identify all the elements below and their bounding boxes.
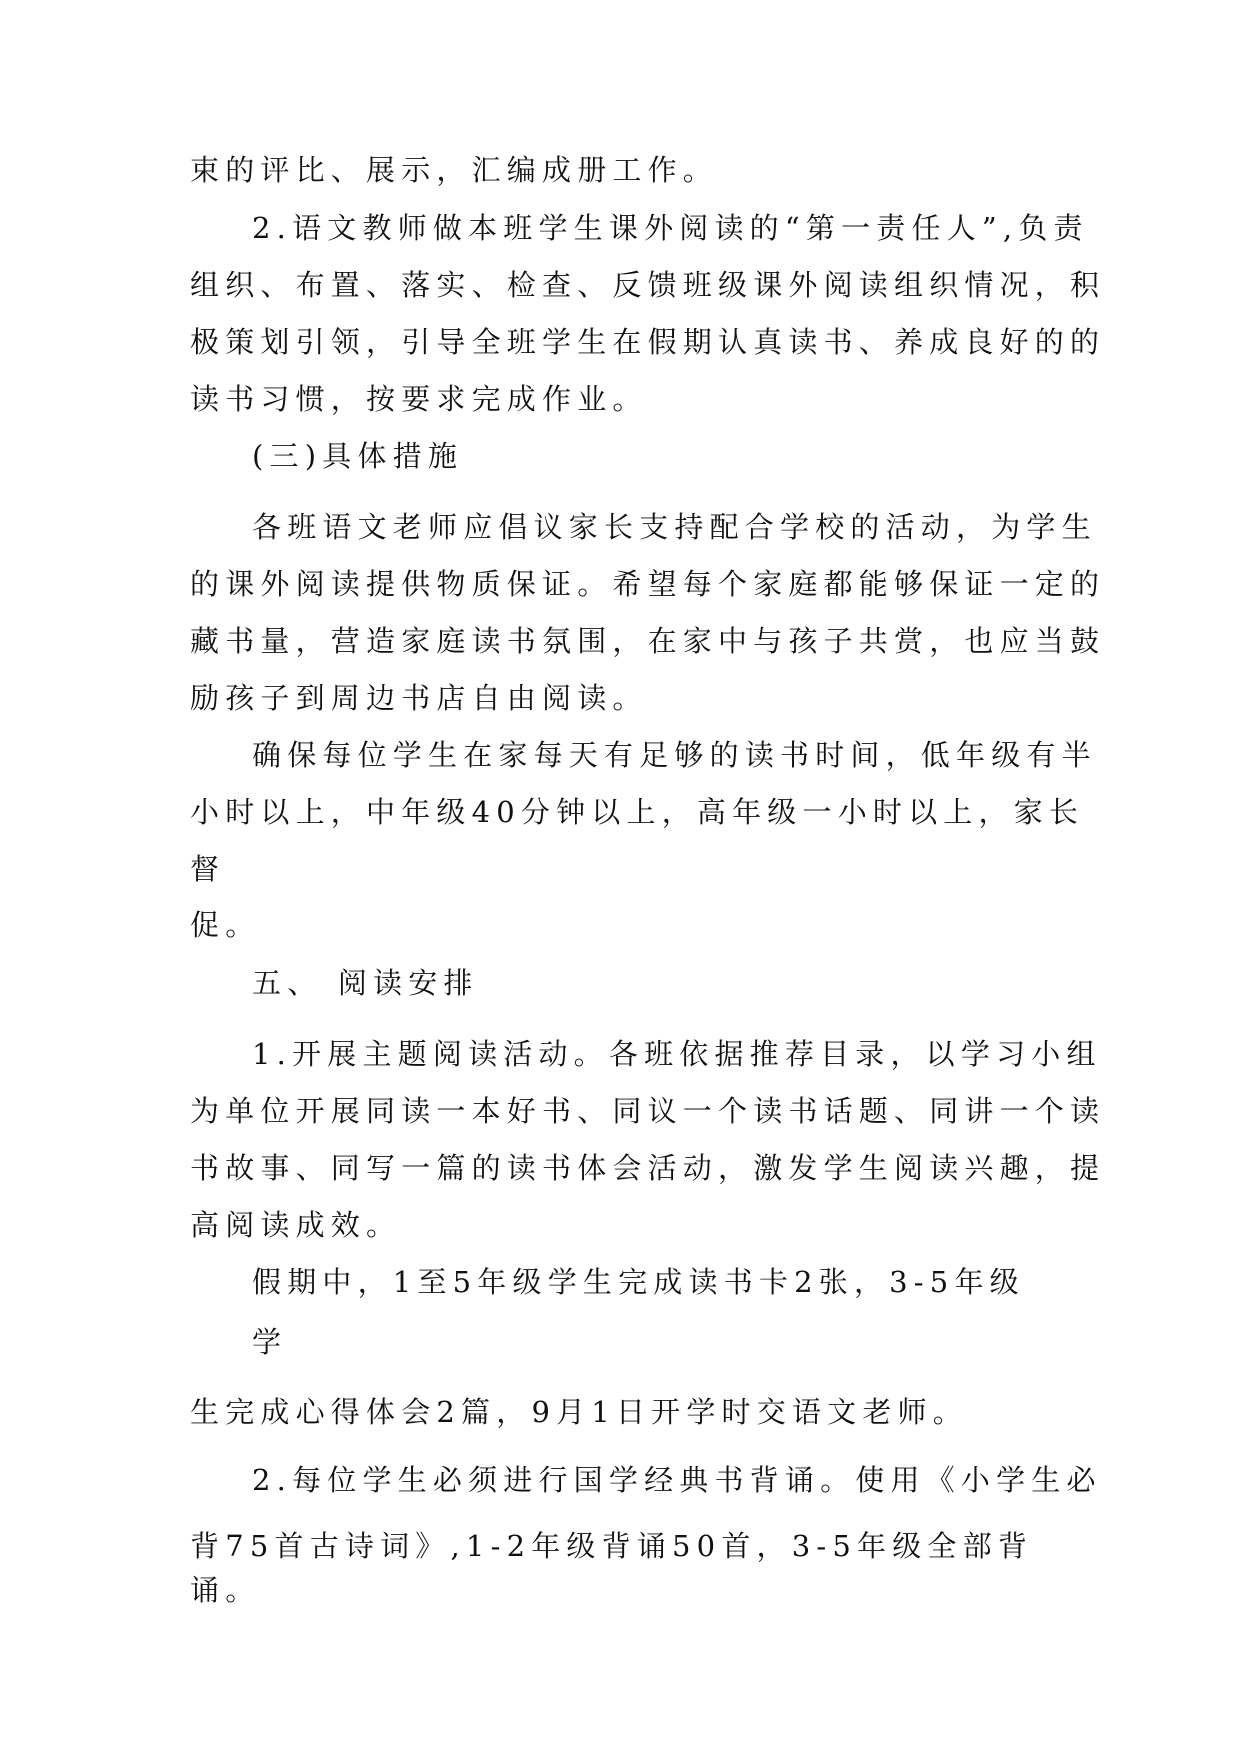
section-heading: 五、 阅读安排 bbox=[252, 966, 479, 1000]
text-line: 小时以上，中年级40分钟以上，高年级一小时以上，家长 bbox=[190, 795, 1085, 829]
text-line: 假期中，1至5年级学生完成读书卡2张，3-5年级 bbox=[252, 1265, 1025, 1299]
text-line: 读书习惯，按要求完成作业。 bbox=[190, 382, 648, 416]
text-line: 各班语文老师应倡议家长支持配合学校的活动，为学生 bbox=[252, 510, 1097, 544]
section-heading: (三)具体措施 bbox=[252, 439, 464, 473]
text-line: 为单位开展同读一本好书、同议一个读书话题、同讲一个读 bbox=[190, 1094, 1106, 1128]
text-line: 高阅读成效。 bbox=[190, 1208, 402, 1242]
text-line: 书故事、同写一篇的读书体会活动，激发学生阅读兴趣，提 bbox=[190, 1151, 1106, 1185]
text-line: 诵。 bbox=[190, 1573, 261, 1607]
text-line: 生完成心得体会2篇，9月1日开学时交语文老师。 bbox=[190, 1395, 968, 1429]
text-line: 2.语文教师做本班学生课外阅读的“第一责任人”,负责 bbox=[252, 211, 1089, 245]
text-line: 藏书量，营造家庭读书氛围，在家中与孩子共赏，也应当鼓 bbox=[190, 624, 1106, 658]
text-line: 1.开展主题阅读活动。各班依据推荐目录，以学习小组 bbox=[252, 1037, 1102, 1071]
text-line: 确保每位学生在家每天有足够的读书时间，低年级有半 bbox=[252, 738, 1097, 772]
text-line: 组织、布置、落实、检查、反馈班级课外阅读组织情况，积 bbox=[190, 268, 1106, 302]
text-line: 学 bbox=[252, 1325, 288, 1359]
text-line: 督 bbox=[190, 852, 226, 886]
text-line: 背75首古诗词》,1-2年级背诵50首，3-5年级全部背 bbox=[190, 1529, 1034, 1563]
text-line: 极策划引领，引导全班学生在假期认真读书、养成良好的的 bbox=[190, 325, 1106, 359]
text-line: 促。 bbox=[190, 908, 261, 942]
text-line: 励孩子到周边书店自由阅读。 bbox=[190, 681, 648, 715]
text-line: 的课外阅读提供物质保证。希望每个家庭都能够保证一定的 bbox=[190, 567, 1106, 601]
text-line: 束的评比、展示，汇编成册工作。 bbox=[190, 153, 719, 187]
text-line: 2.每位学生必须进行国学经典书背诵。使用《小学生必 bbox=[252, 1463, 1102, 1497]
